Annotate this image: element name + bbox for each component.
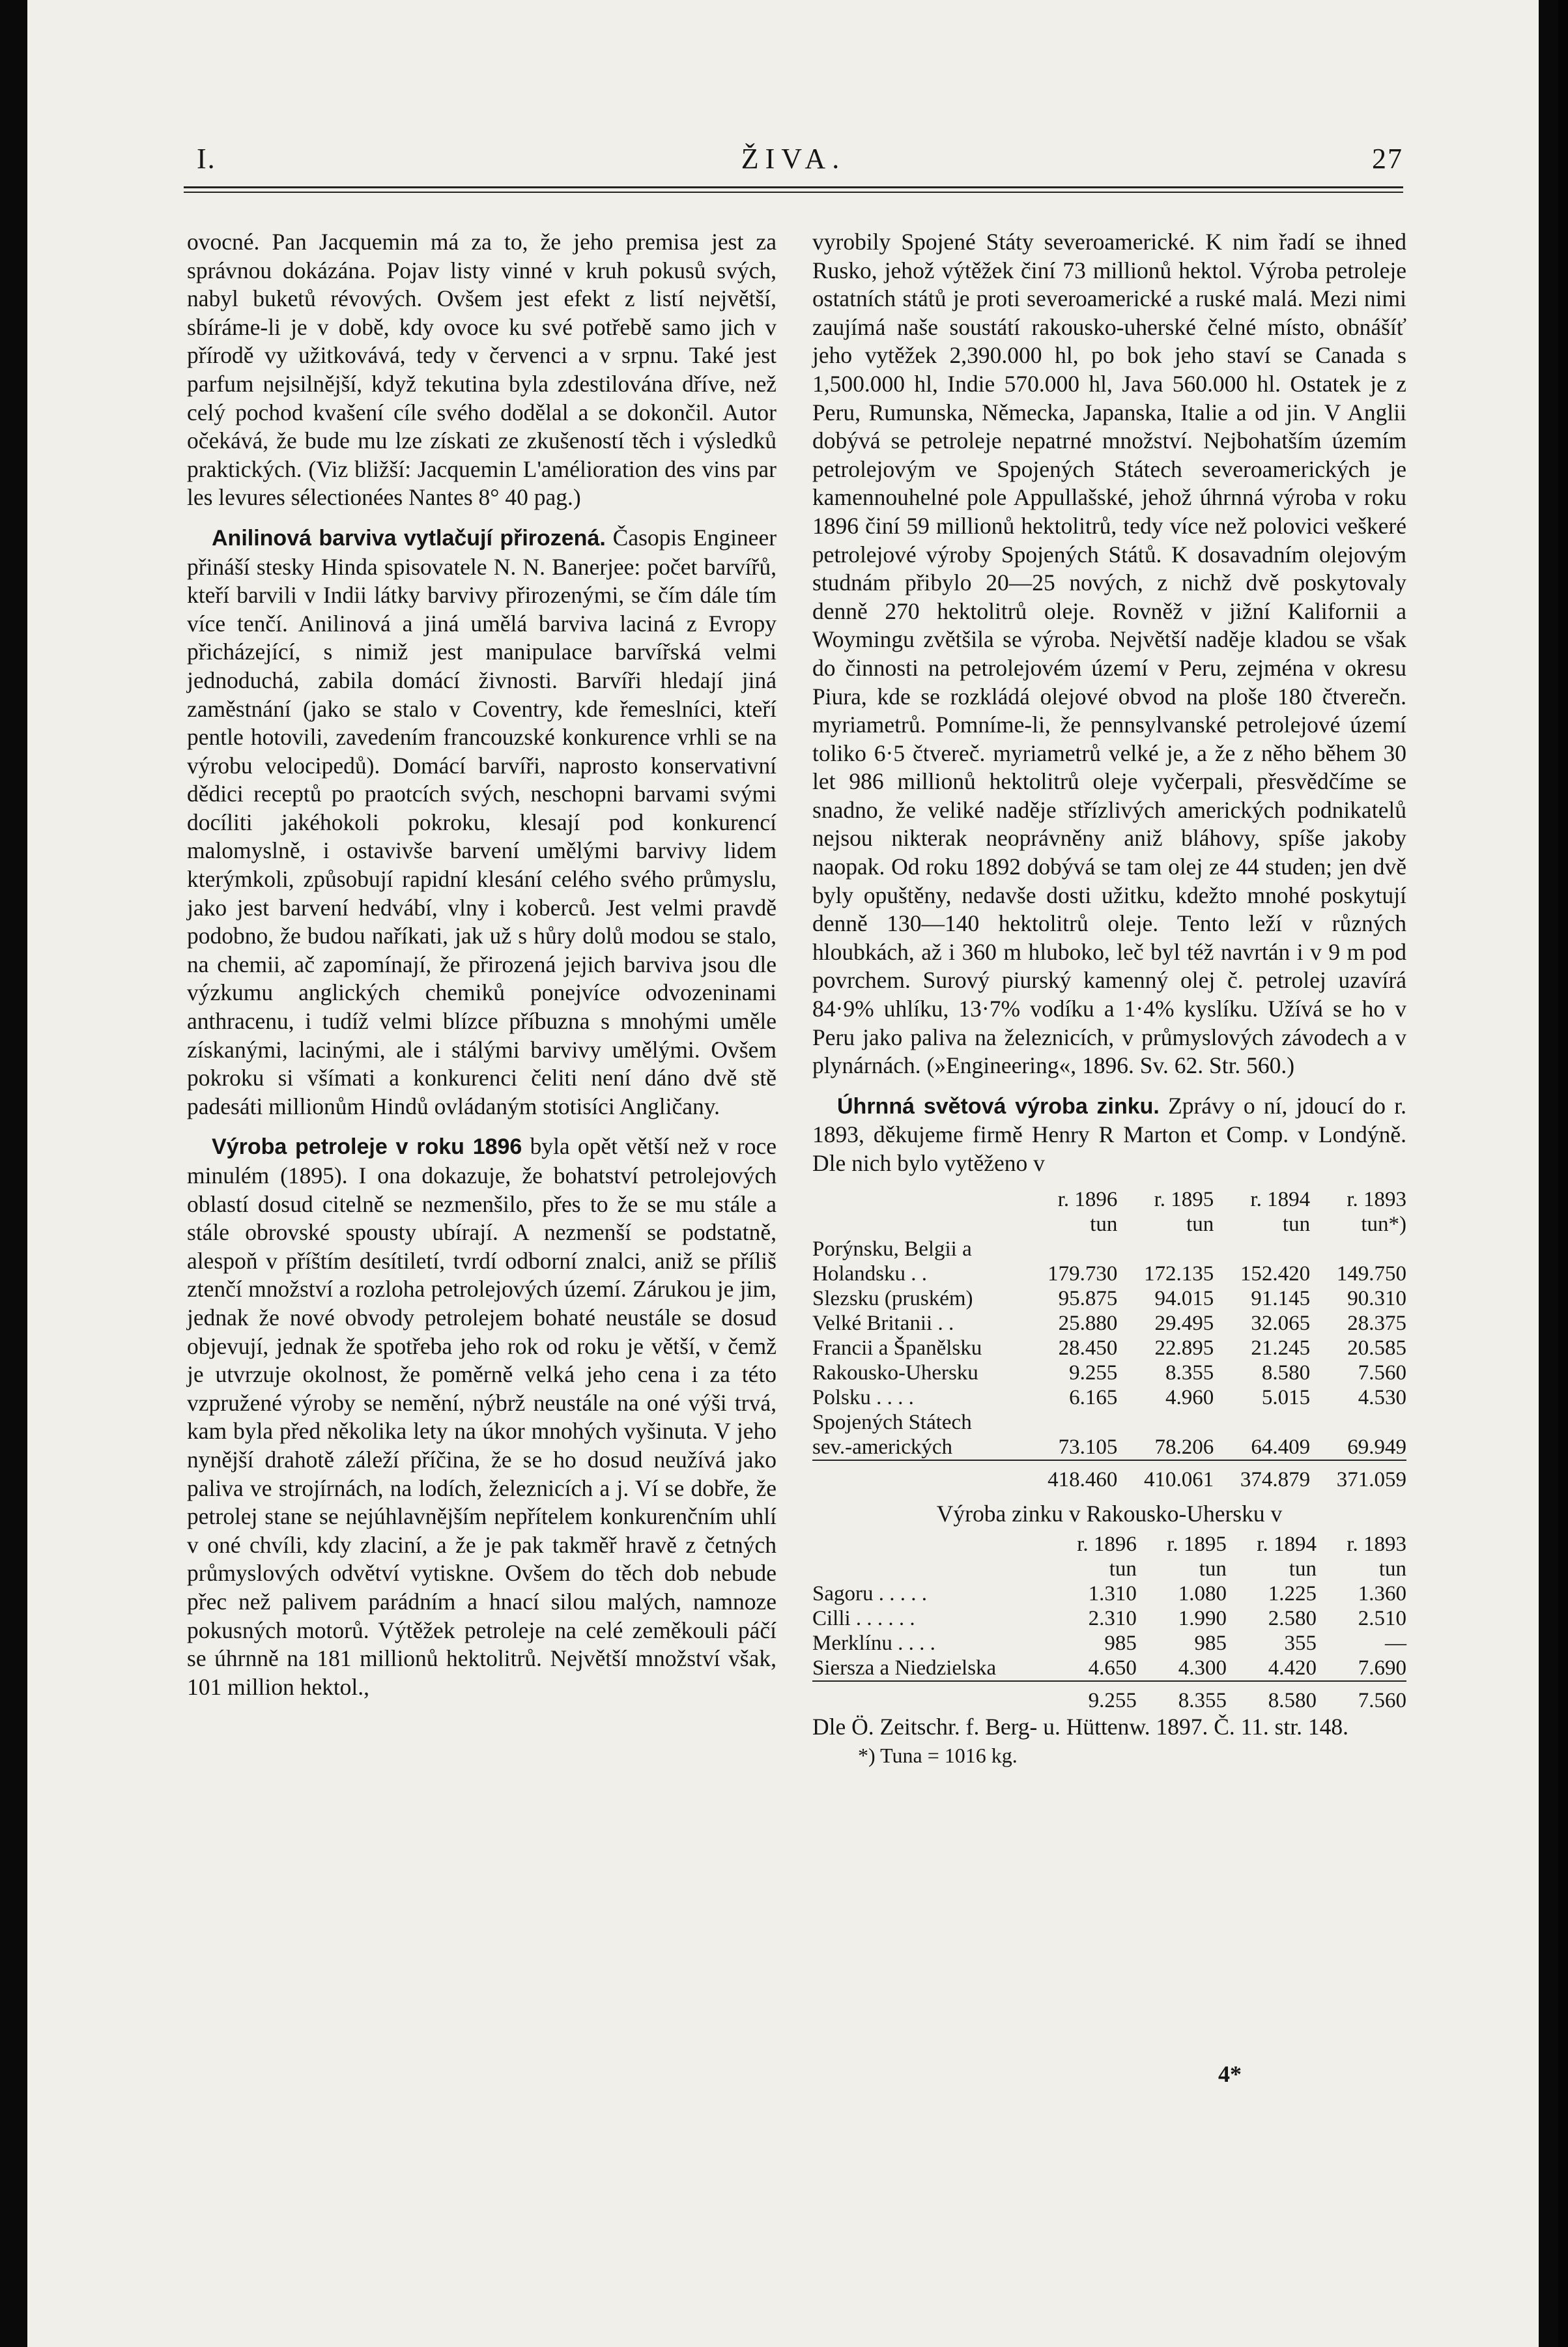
table-row: Slezsku (pruském) 95.875 94.015 91.145 90.310 xyxy=(812,1286,1406,1310)
aniline-article xyxy=(187,524,777,1121)
table-header-row: r. 1896 r. 1895 r. 1894 r. 1893 xyxy=(1057,1187,1406,1211)
petroleum-text: byla opět větší než v roce minulém (1895). I ona dokazuje, že bohatství petrolejových oblastí dosud citelně se nezmenšilo, přes to že se mu stále a stále obrovské spousty ubírají. A nezmenší se podstatně, alespoň v příštím desítiletí, tvrdí odborní znalci, aniž se příliš ztenčí množství a rozloha petrolejových území. Zárukou je jim, jednak že nové obvody petrolejem bohaté neustále se dosud objevují, jednak že spotřeba jeho rok od roku je větší, v čemž je utvrzuje okolnost, že poměrně velká jeho cena i za této vzpružené výroby se nemění, nýbrž neustále na oné výši trvá, kam byla před několika lety na úkor mnohých vyšinuta. V jeho nynější drahotě záleží příčina, že se ho dosud neužívá jako paliva ve strojírnách, na lodích, železnicích a j. Ví se dobře, že petrolej stane se nejúhlavnějším nepřítelem konkurenčním uhlí v oné chvíli, kdy zlaciní, a že je pak takměř hravě z četných průmyslových odvětví vytiskne. Ovšem do těch dob nebude přec než palivem parádním a hnací silou malých, namnoze pokusných motorů. Výtěžek petroleje na celé zeměkouli páčí se úhrnně na 181 millionů hektolitrů. Největší množství však, 101 million hektol., xyxy=(187,1133,777,1700)
zinc-heading: Úhrnná světová výroba zinku. xyxy=(837,1093,1160,1119)
header-rule-second xyxy=(184,192,1403,193)
footnote: *) Tuna = 1016 kg. xyxy=(858,1743,1018,1767)
table-row: Velké Britanii . . 25.880 29.495 32.065 28.375 xyxy=(812,1311,1406,1335)
world-zinc-table xyxy=(812,1187,1406,1492)
scan-edge xyxy=(1558,0,1568,2347)
page xyxy=(27,0,1539,2347)
table-header-row: r. 1896 r. 1895 r. 1894 r. 1893 xyxy=(1077,1533,1406,1557)
table-units-row: tun tun tun tun xyxy=(1109,1557,1406,1581)
aniline-text: Časopis Engineer přináší stesky Hinda spisovatele N. N. Banerjee: počet barvířů, kteří barvili v Indii látky barvivy přirozenými, se čím dále tím více tenčí. Anilinová a jiná umělá barviva laciná z Evropy přicházející, s nimiž jest manipulace barvířská velmi jednoduchá, zabila domácí živnosti. Barvíři hledají jiná zaměstnání (jako se stalo v Coventry, kde řemeslníci, kteří pentle hotovili, zavedením francouzské konkurence vrhli se na výrobu velocipedů). Domácí barvíři, naprosto konservativní dědici receptů po praotcích svých, neschopni barvami svými docíliti jakéhokoli pokroku, klesají pod konkurencí malomyslně, i ostavivše barvení umělými barvivy lidem kterýmkoli, způsobují rapidní klesání celého svého průmyslu, jako jest barvení hedvábí, vlny i koberců. Jest velmi pravdě podobno, že budou naříkati, jak už s hůry dolů modou se stalo, na chemii, ač zapomínají, že přirozená jejich barviva jsou dle výzkumu anglických chemiků ponejvíce odvozeninami anthracenu, i tudíž velmi blízce příbuzna s mnohými uměle získanými, lacinými, ale i stálými barvivy umělými. Ovšem pokroku si všímati a konkurenci čeliti není dáno dvě stě padesáti millionům Hindů ovládaným stotisíci Angličany. xyxy=(187,524,777,1119)
table-row: Siersza a Niedzielska 4.650 4.300 4.420 7.690 xyxy=(812,1656,1406,1680)
table-total-row: 418.460 410.061 374.879 371.059 xyxy=(812,1460,1406,1492)
petroleum-article xyxy=(187,1132,777,1701)
table-row: Polsku . . . . 6.165 4.960 5.015 4.530 xyxy=(812,1385,1406,1409)
journal-title: ŽIVA. xyxy=(741,143,846,175)
signature-mark: 4* xyxy=(1218,2061,1242,2087)
table-row: Cilli . . . . . . 2.310 1.990 2.580 2.510 xyxy=(812,1607,1406,1631)
header-rule xyxy=(184,186,1403,188)
austria-zinc-table xyxy=(812,1532,1406,1713)
table-row: Holandsku . . 179.730 172.135 152.420 149.750 xyxy=(812,1261,1406,1286)
volume-number: I. xyxy=(197,143,216,175)
right-column xyxy=(812,228,1406,1770)
table-row: Sagoru . . . . . 1.310 1.080 1.225 1.360 xyxy=(812,1582,1406,1606)
source-citation: Dle Ö. Zeitschr. f. Berg- u. Hüttenw. 1897. Č. 11. str. 148. xyxy=(812,1714,1348,1740)
table-row: Merklínu . . . . 985 985 355 — xyxy=(812,1632,1406,1656)
zinc-text: Zprávy o ní, jdoucí do r. 1893, děkujeme firmě Henry R Marton et Comp. v Londýně. Dle nich bylo vytěženo v xyxy=(812,1092,1407,1176)
table-total-row: 9.255 8.355 8.580 7.560 xyxy=(812,1681,1406,1713)
austria-zinc-title: Výroba zinku v Rakousko-Uhersku v xyxy=(936,1500,1283,1527)
table-row: sev.-amerických 73.105 78.206 64.409 69.949 xyxy=(812,1435,1406,1459)
table-row: Francii a Španělsku 28.450 22.895 21.245 20.585 xyxy=(812,1336,1406,1360)
article-continuation: ovocné. Pan Jacquemin má za to, že jeho premisa jest za správnou dokázána. Pojav listy vinné v kruh pokusů svých, nabyl buketů révových. Ovšem jest efekt z listí největší, sbíráme-li je v době, kdy ovoce ku své potřebě samo jich v přírodě vy užitkovává, tedy v červenci a v srpnu. Také jest parfum nejsilnější, když tekutina byla zdestilována dříve, než celý pochod kvašení cíle svého dodělal a se dokončil. Autor očekává, že bude mu lze získati ze zkušeností těch i výsledků praktických. (Viz bližší: Jacquemin L'amélioration des vins par les levures sélectionées Nantes 8° 40 pag.) xyxy=(187,229,777,511)
table-units-row: tun tun tun tun*) xyxy=(1090,1212,1406,1236)
running-header xyxy=(184,142,1403,181)
table-row: Rakousko-Uhersku 9.255 8.355 8.580 7.560 xyxy=(812,1361,1406,1385)
left-column xyxy=(187,228,777,1701)
petroleum-continuation: vyrobily Spojené Státy severoamerické. K nim řadí se ihned Rusko, jehož výtěžek činí 73 millionů hektol. Výroba petroleje ostatních států je proti severoamerické a ruské malá. Mezi nimi zaujímá naše soustátí rakousko-uherské čelné místo, obnášíť jeho vytěžek 2,390.000 hl, po bok jeho staví se Canada s 1,500.000 hl, Indie 570.000 hl, Java 560.000 hl. Ostatek je z Peru, Rumunska, Německa, Japanska, Italie a od jin. V Anglii dobývá se petroleje nepatrné množství. Nejbohatším územím petrolejovým ve Spojených Státech severoamerických je kamennouhelné pole Appullašské, jehož úhrnná výroba v roku 1896 činí 59 millionů hektolitrů, tedy více než polovici veškeré petrolejové výroby Spojených Států. K dosavadním olejovým studnám přibylo 20—25 nových, z nichž dvě poskytovaly denně 270 hektolitrů oleje. Rovněž v jižní Kalifornii a Woymingu zvětšila se výroba. Největší naděje kladou se však do činnosti na petrolejovém území v Peru, zejména v okresu Piura, kde se rozkládá olejové obvod na ploše 180 čtverečn. myriametrů. Pomníme-li, že pennsylvanské petrolejové území toliko 6·5 čtvereč. myriametrů velké je, a že z něho během 30 let 986 millionů hektolitrů oleje vyčerpali, přesvědčíme se snadno, že veliké naděje střízlivých amerických podnikatelů nejsou nikterak neoprávněny aniž bláhovy, spíše jakoby naopak. Od roku 1892 dobývá se tam olej ze 44 studen; jen dvě byly opuštěny, nedavše dosti užitku, kdežto mnohé poskytují denně 130—140 hektolitrů oleje. Tento leží v různých hloubkách, až i 360 m hluboko, leč byl též navrtán i v 9 m pod povrchem. Surový piurský kamenný olej č. petrolej uzavírá 84·9% uhlíku, 13·7% vodíku a 1·4% kyslíku. Užívá se ho v Peru jako paliva na železnicích, v průmyslových závodech a v plynárnách. (»Engineering«, 1896. Sv. 62. Str. 560.) xyxy=(812,229,1406,1079)
page-number: 27 xyxy=(1372,143,1403,175)
aniline-heading: Anilinová barviva vytlačují přirozená. xyxy=(212,525,606,551)
table-row: Spojených Státech xyxy=(812,1410,972,1434)
petroleum-heading: Výroba petroleje v roku 1896 xyxy=(212,1134,522,1160)
zinc-article xyxy=(812,1092,1406,1178)
table-row: Porýnsku, Belgii a xyxy=(812,1237,972,1261)
